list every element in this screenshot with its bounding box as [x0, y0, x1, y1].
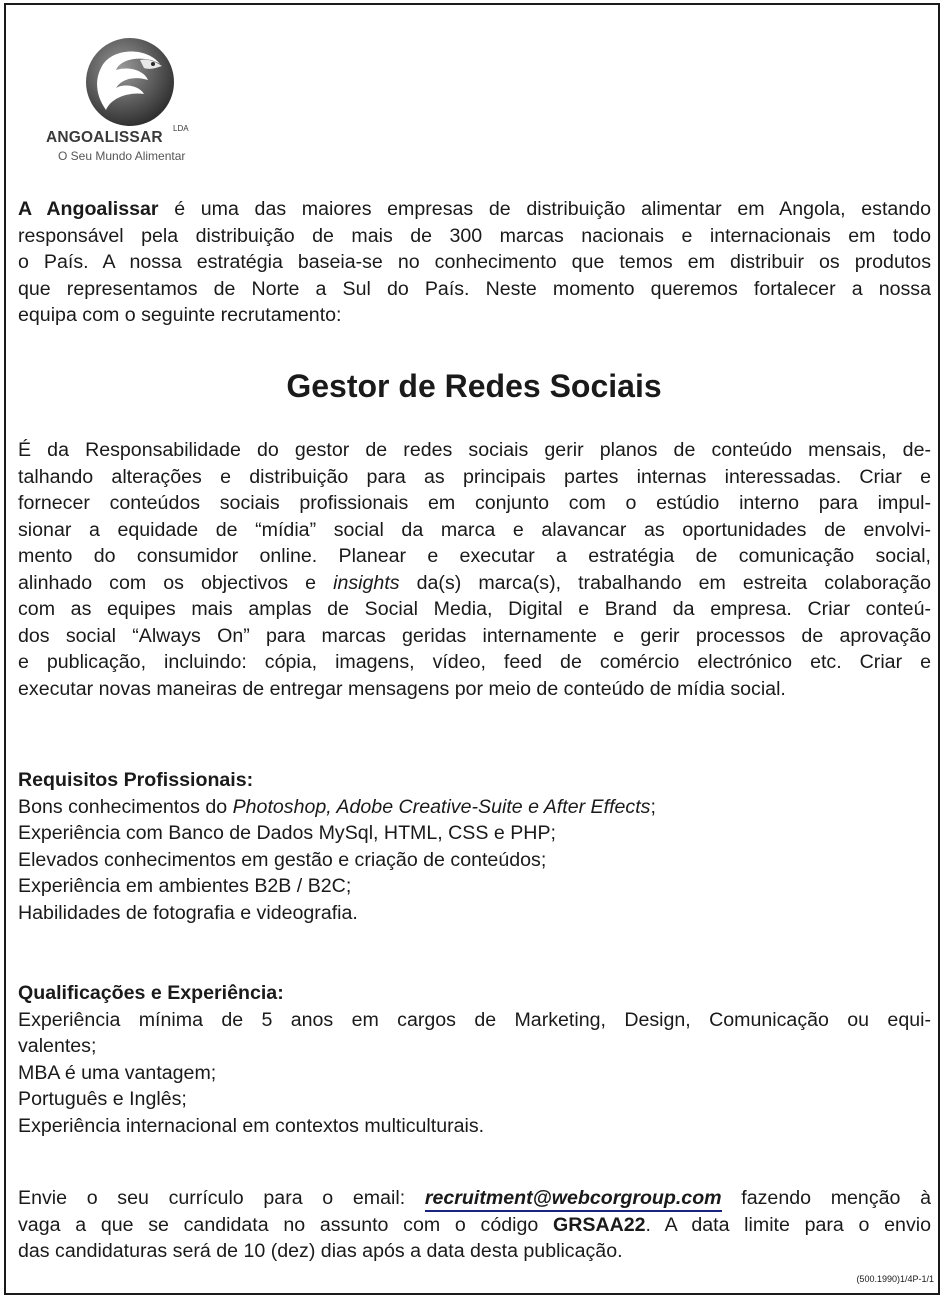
logo-tagline: O Seu Mundo Alimentar [58, 149, 186, 163]
description-line: É da Responsabilidade do gestor de redes sociais gerir planos de conteúdo mensais, de- [18, 439, 931, 461]
apply-line: vaga a que se candidata no assunto com o código GRSAA22. A data limite para o envio [18, 1213, 931, 1236]
apply-line: Envie o seu currículo para o email: recruitment@webcorgroup.com fazendo menção à [18, 1185, 931, 1212]
logo-brand-name: ANGOALISSAR [46, 129, 163, 146]
requirement-item: Elevados conhecimentos em gestão e criação de conteúdos; [18, 848, 547, 871]
intro-line: que representamos de Norte a Sul do País. Neste momento queremos fortalecer a nossa [18, 277, 931, 300]
description-line: dos social “Always On” para marcas geridas internamente e gerir processos de aprovação [18, 624, 931, 647]
description-line: talhando alterações e distribuição para as principais partes internas interessadas. Criar e [18, 465, 931, 488]
requirements-heading: Requisitos Profissionais: [18, 769, 254, 791]
intro-line: o País. A nossa estratégia baseia-se no conhecimento que temos em distribuir os produtos [18, 251, 931, 273]
qualification-item: MBA é uma vantagem; [18, 1061, 217, 1084]
qualification-item: Experiência mínima de 5 anos em cargos de Marketing, Design, Comunicação ou equi- [18, 1008, 931, 1031]
description-line: mento do consumidor online. Planear e executar a estratégia de comunicação social, [18, 545, 931, 567]
description-line: alinhado com os objectivos e insights da(s) marca(s), trabalhando em estreita colaboração [18, 571, 931, 594]
qualification-item: Experiência internacional em contextos multiculturais. [18, 1114, 485, 1137]
job-code: GRSAA22 [552, 1213, 646, 1236]
qualifications-section [18, 980, 931, 1139]
requirement-item: Bons conhecimentos do Photoshop, Adobe Creative-Suite e After Effects; [18, 795, 656, 818]
qualification-item: valentes; [18, 1035, 97, 1057]
qualifications-heading: Qualificações e Experiência: [18, 982, 284, 1004]
requirement-item: Habilidades de fotografia e videografia. [18, 901, 358, 924]
eagle-globe-icon [82, 36, 178, 128]
email-link[interactable]: recruitment@webcorgroup.com [425, 1187, 722, 1212]
intro-line: responsável pela distribuição de mais de 300 marcas nacionais e internacionais em todo [18, 224, 931, 247]
requirement-item: Experiência em ambientes B2B / B2C; [18, 875, 352, 897]
description-line: com as equipes mais amplas de Social Media, Digital e Brand da empresa. Criar conteú- [18, 598, 931, 620]
application-paragraph [18, 1185, 931, 1265]
intro-line: equipa com o seguinte recrutamento: [18, 304, 342, 326]
company-name: A Angoalissar [18, 198, 159, 220]
company-logo [46, 36, 226, 170]
intro-line: A Angoalissar é uma das maiores empresas de distribuição alimentar em Angola, estando [18, 198, 932, 220]
logo-suffix: LDA [173, 124, 189, 133]
qualification-item: Português e Inglês; [18, 1088, 187, 1110]
publication-reference: (500.1990)1/4P-1/1 [856, 1274, 934, 1284]
description-line: e publicação, incluindo: cópia, imagens, vídeo, feed de comércio electrónico etc. Criar e [18, 651, 931, 673]
apply-line: das candidaturas será de 10 (dez) dias após a data desta publicação. [18, 1240, 623, 1262]
intro-paragraph [18, 196, 931, 329]
description-line: fornecer conteúdos sociais profissionais em conjunto com o estúdio interno para impul- [18, 492, 931, 514]
description-line: executar novas maneiras de entregar mensagens por meio de conteúdo de mídia social. [18, 677, 786, 700]
requirements-section [18, 767, 931, 926]
requirement-item: Experiência com Banco de Dados MySql, HTML, CSS e PHP; [18, 822, 556, 844]
job-title: Gestor de Redes Sociais [286, 368, 662, 404]
description-paragraph [18, 437, 931, 702]
description-line: sionar a equidade de “mídia” social da marca e alavancar as oportunidades de envolvi- [18, 518, 931, 541]
